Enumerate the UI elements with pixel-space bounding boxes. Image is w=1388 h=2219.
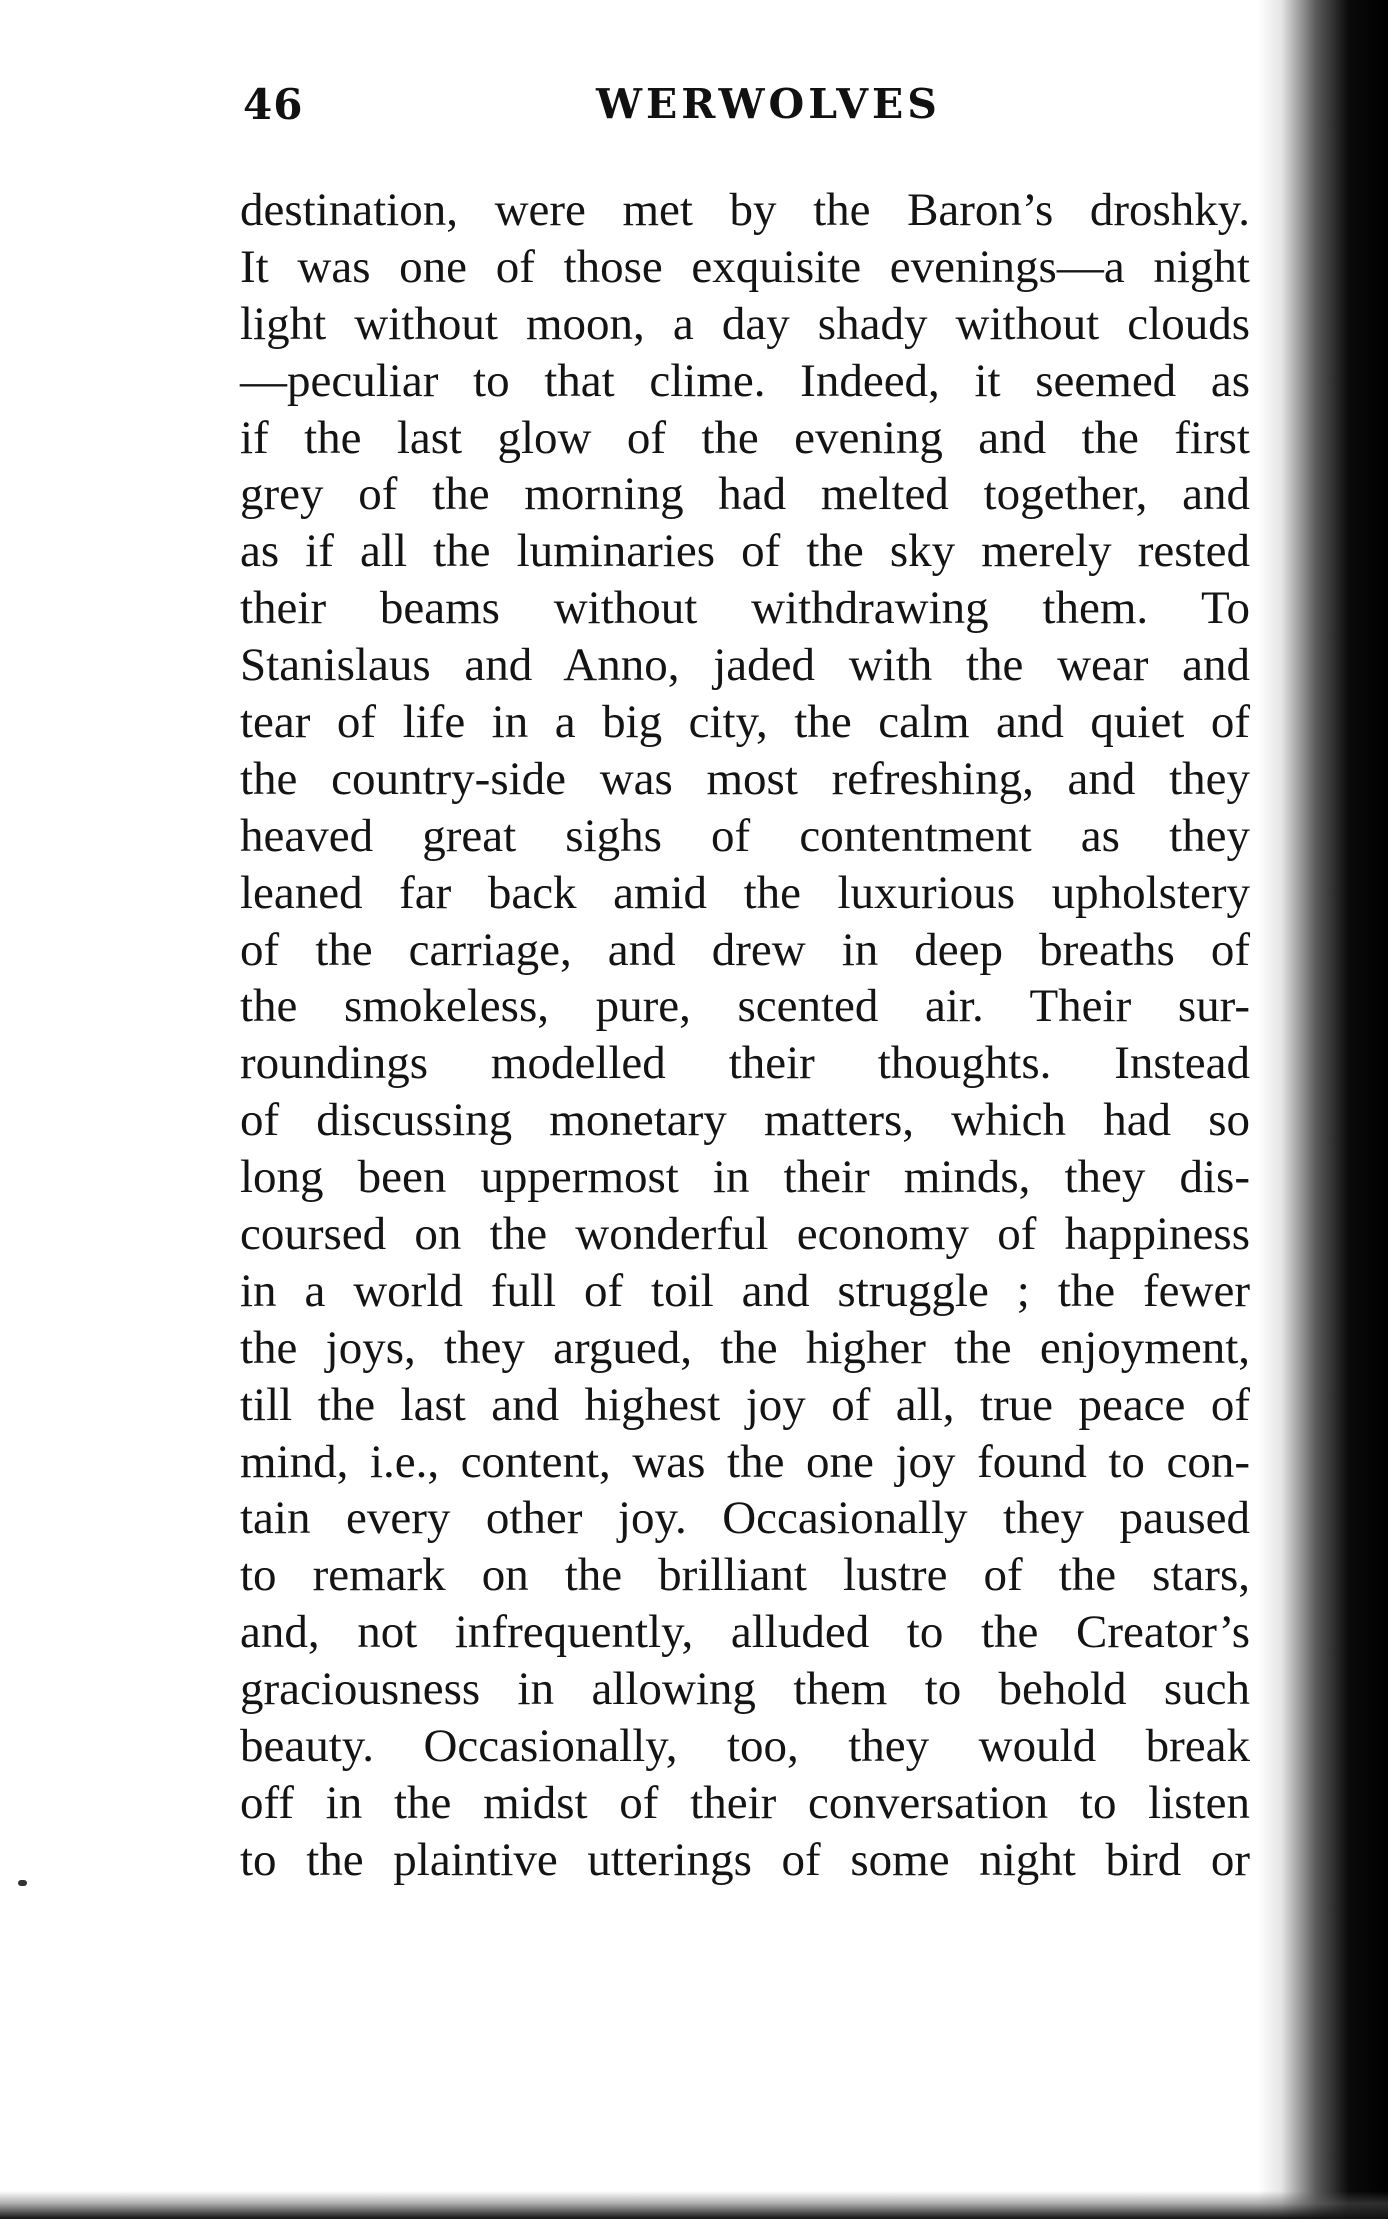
text-line: the joys, they argued, the higher the enjoyment, <box>240 1321 1250 1374</box>
text-line: of the carriage, and drew in deep breaths of <box>240 923 1250 976</box>
text-line: the country-side was most refreshing, and they <box>240 752 1250 805</box>
text-line: grey of the morning had melted together, and <box>240 468 1250 521</box>
text-line: in a world full of toil and struggle ; the fewer <box>240 1264 1250 1317</box>
body-paragraph <box>240 182 1250 1889</box>
text-line: leaned far back amid the luxurious upholstery <box>240 866 1250 919</box>
text-line: roundings modelled their thoughts. Instead <box>240 1037 1250 1090</box>
text-line: tear of life in a big city, the calm and quiet of <box>240 696 1250 749</box>
text-line: graciousness in allowing them to behold such <box>240 1663 1250 1716</box>
margin-speck <box>18 1880 27 1886</box>
text-line: long been uppermost in their minds, they dis- <box>240 1151 1250 1204</box>
text-line: Stanislaus and Anno, jaded with the wear and <box>240 639 1250 692</box>
text-line: tain every other joy. Occasionally they paused <box>240 1492 1250 1545</box>
text-line: and, not infrequently, alluded to the Creator’s <box>240 1606 1250 1659</box>
text-line: if the last glow of the evening and the first <box>240 411 1250 464</box>
text-line: coursed on the wonderful economy of happiness <box>240 1208 1250 1261</box>
text-line: beauty. Occasionally, too, they would break <box>240 1720 1250 1773</box>
text-line: —peculiar to that clime. Indeed, it seemed as <box>240 354 1250 407</box>
bottom-edge-shadow <box>0 2191 1388 2219</box>
binding-gutter-shadow <box>1258 0 1388 2219</box>
text-line: as if all the luminaries of the sky merely rested <box>240 525 1250 578</box>
text-line: light without moon, a day shady without clouds <box>240 297 1250 350</box>
page-header <box>0 80 1388 150</box>
text-line: their beams without withdrawing them. To <box>240 582 1250 635</box>
text-line: It was one of those exquisite evenings—a night <box>240 240 1250 293</box>
text-line: till the last and highest joy of all, true peace of <box>240 1378 1250 1431</box>
text-line: the smokeless, pure, scented air. Their sur- <box>240 980 1250 1033</box>
text-line: to remark on the brilliant lustre of the stars, <box>240 1549 1250 1602</box>
text-line: destination, were met by the Baron’s droshky. <box>240 184 1250 236</box>
text-line: mind, i.e., content, was the one joy found to con- <box>240 1435 1250 1488</box>
running-head-title: WERWOLVES <box>596 80 941 128</box>
text-line: of discussing monetary matters, which had so <box>240 1094 1250 1147</box>
text-line: off in the midst of their conversation to listen <box>240 1776 1250 1829</box>
text-line: heaved great sighs of contentment as they <box>240 809 1250 862</box>
page-number: 46 <box>243 80 304 129</box>
text-line: to the plaintive utterings of some night bird or <box>240 1833 1250 1886</box>
